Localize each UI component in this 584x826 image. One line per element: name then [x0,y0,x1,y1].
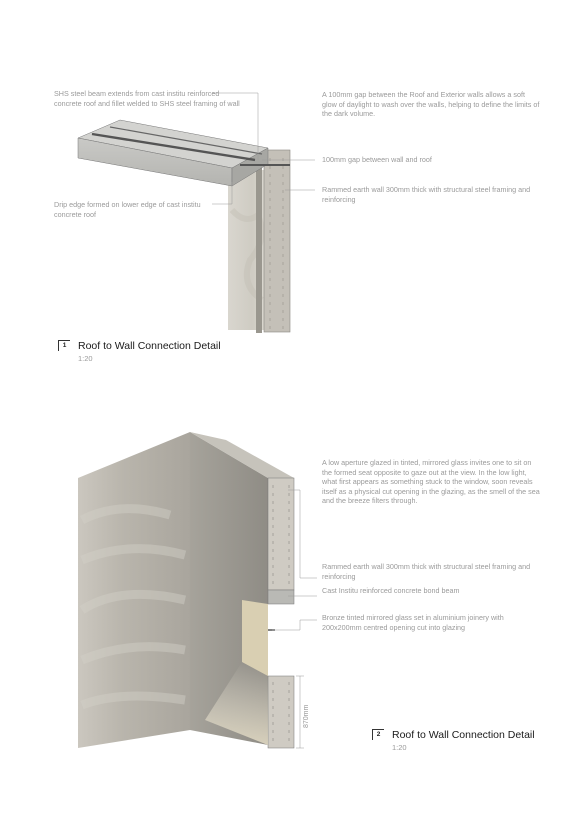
annotation-aperture: A low aperture glazed in tinted, mirrored glass invites one to sit on the formed seat opposite to gaze out at the view. In the low light, what first appears as something stuck to the window, soon reveals itself as a physical cut opening in the glazing, as the smell of the sea and the breeze filters through. [322,458,540,506]
detail-title: Roof to Wall Connection Detail [392,729,535,741]
detail-number: 2 [372,729,384,740]
annotation-shs-beam: SHS steel beam extends from cast institu reinforced concrete roof and fillet welded to SHS steel framing of wall [54,89,240,108]
annotation-bond-beam: Cast Institu reinforced concrete bond beam [322,586,460,595]
annotation-rammed-earth-2: Rammed earth wall 300mm thick with structural steel framing and reinforcing [322,562,531,581]
annotation-drip-edge: Drip edge formed on lower edge of cast institu concrete roof [54,200,201,219]
annotation-gap-label: 100mm gap between wall and roof [322,155,432,164]
detail-scale: 1:20 [78,354,93,363]
detail-scale: 1:20 [392,743,407,752]
detail-2-drawing [78,432,294,748]
detail-1-title-block [58,340,221,363]
detail-number: 1 [58,340,70,351]
annotation-gap-text: A 100mm gap between the Roof and Exterior walls allows a soft glow of daylight to wash over the walls, helping to define the limits of the dark volume. [322,90,540,119]
annotation-rammed-earth-1: Rammed earth wall 300mm thick with structural steel framing and reinforcing [322,185,531,204]
dimension-label: 870mm [303,704,310,728]
detail-title: Roof to Wall Connection Detail [78,340,221,352]
detail-2-title-block [372,729,535,752]
annotation-glass: Bronze tinted mirrored glass set in aluminium joinery with 200x200mm centred opening cut into glazing [322,613,504,632]
